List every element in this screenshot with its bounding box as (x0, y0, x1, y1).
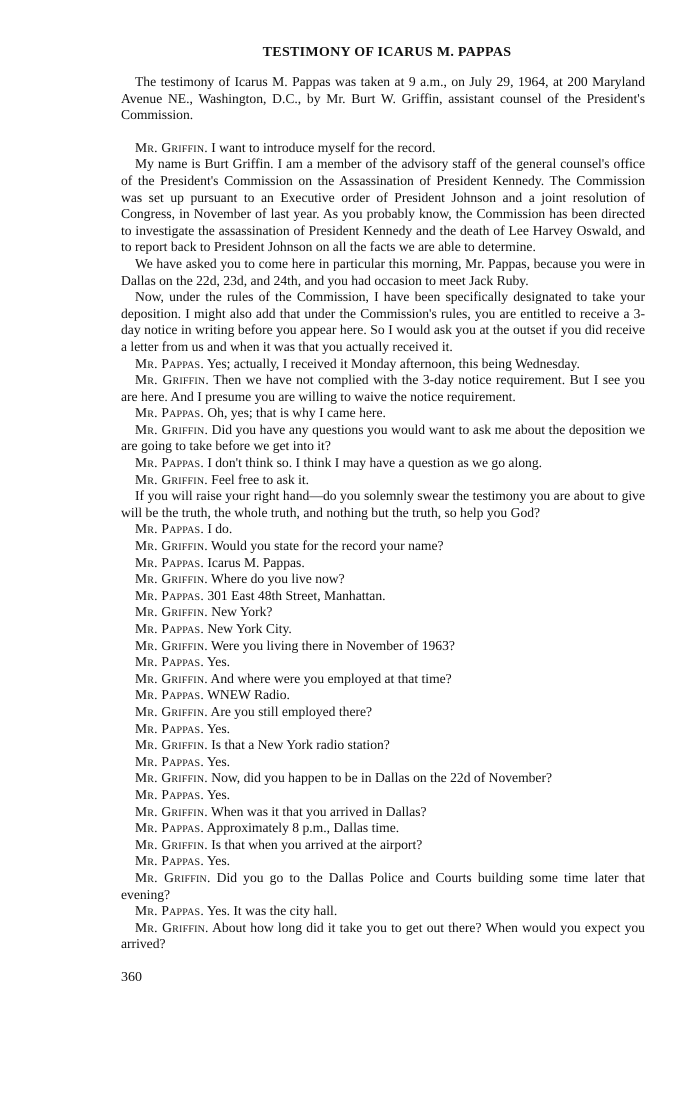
speaker-name: Mr. Griffin. (135, 372, 209, 388)
testimony-paragraph (121, 488, 645, 521)
speaker-name: Mr. Griffin. (135, 538, 208, 554)
statement-text: Now, under the rules of the Commission, I have been specifically designated to take your deposition. I might also add that under the Commission's rules, you are entitled to receive a 3-day notice in writing before you appear here. So I would ask you at the outset if you did receive a letter from us and when it was that you actually received it. (121, 289, 645, 354)
speaker-name: Mr. Pappas. (135, 786, 204, 802)
speaker-name: Mr. Griffin. (135, 803, 208, 819)
speaker-name: Mr. Pappas. (135, 621, 204, 636)
statement-text: Feel free to ask it. (207, 471, 310, 487)
speaker-name: Mr. Pappas. (135, 554, 204, 570)
speaker-name: Mr. Pappas. (135, 355, 204, 371)
statement-text: Yes. (203, 786, 231, 802)
testimony-line (121, 654, 645, 671)
document-page (121, 44, 645, 987)
statement-text: Yes. (203, 654, 231, 670)
speaker-name: Mr. Griffin. (135, 836, 208, 852)
statement-text: 301 East 48th Street, Manhattan. (203, 587, 386, 603)
testimony-paragraph (121, 156, 645, 256)
testimony-line (121, 571, 645, 588)
statement-text: And where were you employed at that time? (207, 670, 452, 686)
testimony-line (121, 538, 645, 555)
speaker-name: Mr. Pappas. (135, 720, 204, 736)
statement-text: Are you still employed there? (207, 703, 373, 719)
speaker-name: Mr. Griffin. (135, 139, 208, 155)
testimony-line (121, 853, 645, 870)
statement-text: Where do you live now? (207, 571, 345, 587)
statement-text: Now, did you happen to be in Dallas on the 22d of November? (207, 770, 553, 786)
speaker-name: Mr. Pappas. (135, 687, 204, 703)
speaker-name: Mr. Griffin. (135, 703, 208, 719)
statement-text: Oh, yes; that is why I came here. (203, 405, 386, 421)
testimony-line (121, 405, 645, 422)
statement-text: Yes. It was the city hall. (203, 903, 338, 919)
testimony-line (121, 787, 645, 804)
testimony-line (121, 356, 645, 373)
testimony-line (121, 687, 645, 704)
testimony-paragraph (121, 289, 645, 355)
testimony-line (121, 604, 645, 621)
testimony-line (121, 920, 645, 953)
statement-text: When was it that you arrived in Dallas? (207, 803, 427, 819)
statement-text: New York? (207, 604, 273, 620)
speaker-name: Mr. Griffin. (135, 770, 208, 786)
testimony-paragraph (121, 256, 645, 289)
testimony-line (121, 870, 645, 903)
statement-text: Then we have not complied with the 3-day notice requirement. But I see you are here. And I presume you are willing to waive the notice requirement. (121, 372, 645, 404)
testimony-line (121, 671, 645, 688)
testimony-line (121, 770, 645, 787)
testimony-line (121, 638, 645, 655)
speaker-name: Mr. Pappas. (135, 521, 204, 537)
statement-text: WNEW Radio. (203, 687, 290, 703)
statement-text: Did you have any questions you would want to ask me about the deposition we are going to take before we get into it? (121, 421, 645, 454)
testimony-line (121, 837, 645, 854)
statement-text: I don't think so. I think I may have a question as we go along. (203, 455, 543, 471)
testimony-line (121, 903, 645, 920)
statement-text: Yes. (203, 753, 231, 769)
statement-text: We have asked you to come here in particular this morning, Mr. Pappas, because you were in Dallas on the 22d, 23d, and 24th, and you had occasion to meet Jack Ruby. (121, 255, 645, 288)
statement-text: Is that a New York radio station? (207, 737, 390, 753)
speaker-name: Mr. Pappas. (135, 587, 204, 603)
testimony-line (121, 472, 645, 489)
testimony-line (121, 820, 645, 837)
testimony-line (121, 588, 645, 605)
statement-text: Were you living there in November of 1963? (207, 637, 455, 653)
speaker-name: Mr. Pappas. (135, 753, 204, 769)
speaker-name: Mr. Pappas. (135, 405, 204, 421)
statement-text: If you will raise your right hand—do you solemnly swear the testimony you are about to give will be the truth, the whole truth, and nothing but the truth, so help you God? (121, 488, 645, 520)
statement-text: New York City. (203, 621, 292, 636)
testimony-line (121, 455, 645, 472)
speaker-name: Mr. Griffin. (135, 471, 208, 487)
statement-text: Is that when you arrived at the airport? (207, 836, 423, 852)
testimony-line (121, 140, 645, 157)
testimony-line (121, 737, 645, 754)
statement-text: Would you state for the record your name? (207, 538, 444, 554)
statement-text: About how long did it take you to get out there? When would you expect you arrived? (121, 919, 645, 952)
speaker-name: Mr. Griffin. (135, 737, 208, 753)
testimony-line (121, 721, 645, 738)
transcript (121, 140, 645, 953)
speaker-name: Mr. Griffin. (135, 670, 208, 686)
testimony-line (121, 621, 645, 638)
statement-text: My name is Burt Griffin. I am a member of the advisory staff of the general counsel's office of the President's Commission on the Assassination of President Kennedy. The Commission was set up pursuant to an Executive order of President Johnson and a joint resolution of Congress, in November of last year. As you probably know, the Commission has been directed to investigate the assassination of President Kennedy and the death of Lee Harvey Oswald, and to report back to President Johnson on all the facts we are able to determine. (121, 156, 645, 255)
testimony-line (121, 704, 645, 721)
testimony-line (121, 521, 645, 538)
speaker-name: Mr. Pappas. (135, 820, 204, 836)
statement-text: Yes; actually, I received it Monday afternoon, this being Wednesday. (203, 355, 580, 371)
speaker-name: Mr. Griffin. (135, 571, 208, 587)
statement-text: Yes. (203, 720, 231, 736)
statement-text: I want to introduce myself for the record. (207, 139, 436, 155)
page-title: TESTIMONY OF ICARUS M. PAPPAS (262, 45, 512, 60)
testimony-line (121, 804, 645, 821)
speaker-name: Mr. Griffin. (135, 637, 208, 653)
testimony-line (121, 372, 645, 405)
speaker-name: Mr. Pappas. (135, 455, 204, 471)
testimony-line (121, 555, 645, 572)
testimony-line (121, 754, 645, 771)
speaker-name: Mr. Griffin. (135, 869, 211, 885)
intro-paragraph: The testimony of Icarus M. Pappas was taken at 9 a.m., on July 29, 1964, at 200 Maryland Avenue NE., Washington, D.C., by Mr. Burt W. Griffin, assistant counsel of the President's Commission. (121, 74, 645, 123)
speaker-name: Mr. Pappas. (135, 654, 204, 670)
speaker-name: Mr. Griffin. (135, 919, 209, 935)
speaker-name: Mr. Pappas. (135, 853, 204, 869)
statement-text: Icarus M. Pappas. (203, 554, 305, 570)
speaker-name: Mr. Griffin. (135, 604, 208, 620)
page-number: 360 (121, 969, 142, 985)
statement-text: Yes. (203, 853, 231, 869)
speaker-name: Mr. Pappas. (135, 903, 204, 919)
statement-text: Approximately 8 p.m., Dallas time. (203, 820, 400, 836)
statement-text: I do. (203, 521, 233, 537)
statement-text: Did you go to the Dallas Police and Courts building some time later that evening? (121, 869, 645, 902)
testimony-line (121, 422, 645, 455)
speaker-name: Mr. Griffin. (135, 421, 209, 437)
